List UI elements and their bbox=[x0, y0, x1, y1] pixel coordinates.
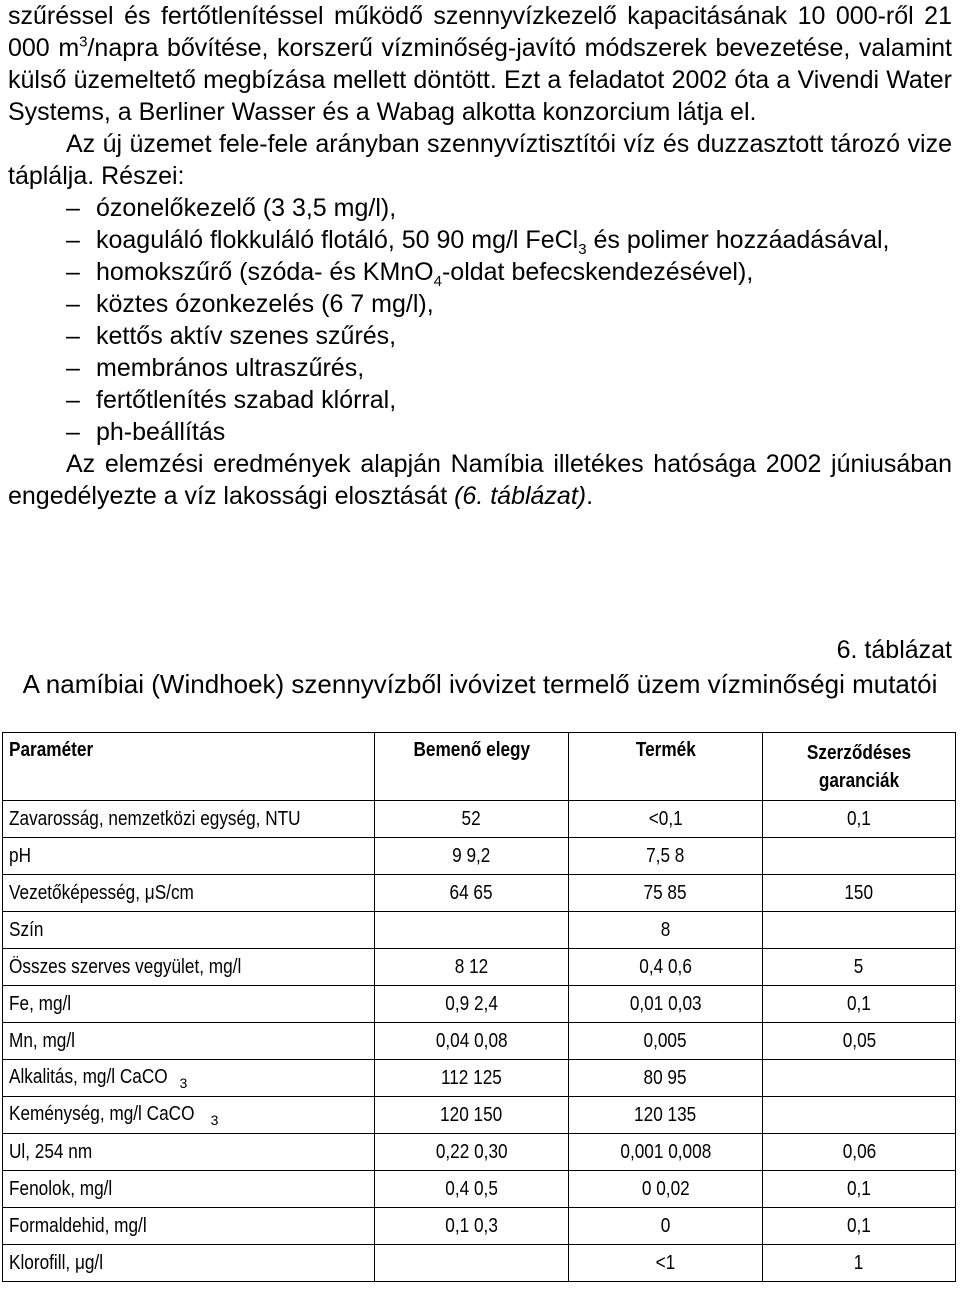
table-cell-param bbox=[3, 1171, 375, 1208]
table-row bbox=[3, 875, 956, 912]
table-cell-product bbox=[569, 912, 763, 949]
table-cell-guarantee bbox=[762, 1245, 955, 1282]
paragraph-intro bbox=[8, 0, 952, 128]
paragraph-result-end: . bbox=[586, 482, 594, 510]
table-cell-input bbox=[374, 1208, 568, 1245]
list-item-text: köztes ózonkezelés (6 7 mg/l), bbox=[96, 290, 434, 318]
cell-text: 0,05 bbox=[842, 1029, 876, 1052]
list-item-text: ph-beállítás bbox=[96, 418, 226, 446]
table-cell-input bbox=[374, 1023, 568, 1060]
table-cell-input bbox=[374, 912, 568, 949]
cell-text: Formaldehid, mg/l bbox=[9, 1214, 147, 1237]
table-cell-input bbox=[374, 986, 568, 1023]
table-cell-input bbox=[374, 1097, 568, 1134]
cell-text: 64 65 bbox=[449, 881, 493, 904]
table-cell-param bbox=[3, 949, 375, 986]
table-row bbox=[3, 949, 956, 986]
table-row bbox=[3, 1060, 956, 1097]
table-cell-input bbox=[374, 875, 568, 912]
cell-text: 0,06 bbox=[842, 1140, 876, 1163]
paragraph-result bbox=[8, 448, 952, 512]
table-cell-product bbox=[569, 1134, 763, 1171]
cell-subscript: 3 bbox=[179, 1074, 188, 1091]
cell-text: 120 150 bbox=[440, 1103, 503, 1126]
process-steps-list bbox=[8, 192, 952, 448]
cell-text: 8 12 bbox=[454, 955, 489, 978]
cell-text: Szín bbox=[9, 918, 44, 941]
list-item-text: ózonelőkezelő (3 3,5 mg/l), bbox=[96, 194, 397, 222]
table-row bbox=[3, 1134, 956, 1171]
dash-marker: – bbox=[66, 322, 80, 350]
paragraph-intro-text-a: szűréssel és fertőtlenítéssel működő szennyvízkezelő kapacitásának 10 000-ről 21 000 m bbox=[8, 2, 952, 62]
table-cell-guarantee bbox=[762, 1097, 955, 1134]
cell-text: Vezetőképesség, μS/cm bbox=[9, 881, 194, 904]
table-cell-product bbox=[569, 949, 763, 986]
dash-marker: – bbox=[66, 258, 80, 286]
table-row bbox=[3, 912, 956, 949]
table-row bbox=[3, 986, 956, 1023]
header-text: Termék bbox=[635, 739, 696, 761]
table-cell-product bbox=[569, 1245, 763, 1282]
cell-text: 120 135 bbox=[634, 1103, 697, 1126]
table-cell-product bbox=[569, 801, 763, 838]
subscript: 3 bbox=[578, 241, 587, 258]
table-cell-guarantee bbox=[762, 1171, 955, 1208]
water-quality-table bbox=[2, 732, 956, 1282]
table-cell-input bbox=[374, 1245, 568, 1282]
cell-text: Zavarosság, nemzetközi egység, NTU bbox=[9, 807, 301, 830]
table-cell-input bbox=[374, 949, 568, 986]
header-input bbox=[374, 733, 568, 801]
cell-text: 0,1 bbox=[847, 1177, 871, 1200]
table-cell-product bbox=[569, 1171, 763, 1208]
table-cell-param bbox=[3, 875, 375, 912]
dash-marker: – bbox=[66, 418, 80, 446]
list-item-text: homokszűrő (szóda- és KMnO bbox=[96, 258, 434, 286]
cell-text: 7,5 8 bbox=[646, 844, 685, 867]
list-item bbox=[8, 192, 952, 224]
dash-marker: – bbox=[66, 226, 80, 254]
table-header-row bbox=[3, 733, 956, 801]
header-text: Bemenő elegy bbox=[413, 739, 530, 761]
cell-text: 0,01 0,03 bbox=[629, 992, 702, 1015]
paragraph-result-text: Az elemzési eredmények alapján Namíbia illetékes hatósága 2002 júniusában engedélyezte a víz lakossági elosztását bbox=[8, 450, 952, 510]
list-item bbox=[8, 224, 952, 256]
cell-text: Összes szerves vegyület, mg/l bbox=[9, 955, 242, 978]
cell-text: Keménység, mg/l CaCO bbox=[9, 1102, 195, 1125]
table-cell-guarantee bbox=[762, 801, 955, 838]
cell-text: Klorofill, μg/l bbox=[9, 1251, 104, 1274]
cell-text: 0,9 2,4 bbox=[445, 992, 498, 1015]
list-item-text-after: -oldat befecskendezésével), bbox=[441, 258, 754, 286]
table-cell-guarantee bbox=[762, 1134, 955, 1171]
table-cell-input bbox=[374, 1060, 568, 1097]
cell-text: 0 0,02 bbox=[641, 1177, 690, 1200]
cell-text: Fe, mg/l bbox=[9, 992, 72, 1015]
table-cell-param bbox=[3, 1245, 375, 1282]
table-row bbox=[3, 801, 956, 838]
cell-text: pH bbox=[9, 844, 31, 867]
header-parameter bbox=[3, 733, 375, 801]
cell-text: 0,001 0,008 bbox=[620, 1140, 711, 1163]
list-item bbox=[8, 288, 952, 320]
table-cell-param bbox=[3, 1134, 375, 1171]
cell-text: 9 9,2 bbox=[452, 844, 491, 867]
cell-text: 52 bbox=[461, 807, 481, 830]
table-cell-param bbox=[3, 801, 375, 838]
list-item bbox=[8, 352, 952, 384]
cell-text: 0,04 0,08 bbox=[435, 1029, 508, 1052]
cell-text: Alkalitás, mg/l CaCO bbox=[9, 1065, 168, 1088]
table-cell-param bbox=[3, 1060, 375, 1097]
cell-text: 0,1 bbox=[847, 807, 871, 830]
document-page bbox=[8, 0, 952, 512]
cell-text: 0,1 bbox=[847, 992, 871, 1015]
dash-marker: – bbox=[66, 354, 80, 382]
table-cell-guarantee bbox=[762, 912, 955, 949]
table-cell-guarantee bbox=[762, 949, 955, 986]
header-text: Paraméter bbox=[9, 739, 94, 761]
cell-text: 0,1 bbox=[847, 1214, 871, 1237]
table-cell-guarantee bbox=[762, 875, 955, 912]
cell-text: 1 bbox=[854, 1251, 864, 1274]
cell-text: 0,4 0,5 bbox=[445, 1177, 498, 1200]
table-cell-product bbox=[569, 986, 763, 1023]
cell-subscript: 3 bbox=[210, 1111, 219, 1128]
cell-text: 0,005 bbox=[643, 1029, 688, 1052]
cell-text: 75 85 bbox=[643, 881, 688, 904]
table-label: 6. táblázat bbox=[836, 636, 952, 664]
list-item bbox=[8, 256, 952, 288]
table-cell-input bbox=[374, 801, 568, 838]
table-cell-param bbox=[3, 1097, 375, 1134]
table-title: A namíbiai (Windhoek) szennyvízből ivóvizet termelő üzem vízminőségi mutatói bbox=[22, 669, 938, 699]
table-cell-product bbox=[569, 838, 763, 875]
list-item-text: kettős aktív szenes szűrés, bbox=[96, 322, 397, 350]
table-row bbox=[3, 1023, 956, 1060]
cell-text: 0,1 0,3 bbox=[445, 1214, 498, 1237]
table-cell-guarantee bbox=[762, 1023, 955, 1060]
header-guarantee bbox=[762, 733, 955, 801]
table-cell-product bbox=[569, 875, 763, 912]
table-cell-input bbox=[374, 1134, 568, 1171]
list-item bbox=[8, 416, 952, 448]
table-body bbox=[3, 801, 956, 1282]
table-cell-guarantee bbox=[762, 986, 955, 1023]
table-row bbox=[3, 1097, 956, 1134]
paragraph-plant: Az új üzemet fele-fele arányban szennyvíztisztítói víz és duzzasztott tározó vize táplálja. Részei: bbox=[8, 130, 952, 190]
table-cell-product bbox=[569, 1097, 763, 1134]
table-cell-param bbox=[3, 1023, 375, 1060]
table-row bbox=[3, 838, 956, 875]
cell-text: <1 bbox=[655, 1251, 676, 1274]
table-row bbox=[3, 1245, 956, 1282]
table-cell-param bbox=[3, 838, 375, 875]
cell-text: 5 bbox=[854, 955, 864, 978]
subscript: 4 bbox=[433, 273, 442, 290]
table-cell-param bbox=[3, 986, 375, 1023]
cell-text: Mn, mg/l bbox=[9, 1029, 75, 1052]
cell-text: 0,4 0,6 bbox=[639, 955, 692, 978]
superscript-3: 3 bbox=[79, 33, 88, 51]
cell-text: Ul, 254 nm bbox=[9, 1140, 93, 1163]
table-reference: (6. táblázat) bbox=[454, 482, 587, 510]
cell-text: 8 bbox=[660, 918, 671, 941]
table-cell-guarantee bbox=[762, 1060, 955, 1097]
table-cell-product bbox=[569, 1060, 763, 1097]
list-item-text-after: és polimer hozzáadásával, bbox=[586, 226, 890, 254]
table-cell-param bbox=[3, 912, 375, 949]
cell-text: Fenolok, mg/l bbox=[9, 1177, 113, 1200]
header-text: Szerződéses garanciák bbox=[806, 742, 912, 792]
list-item bbox=[8, 384, 952, 416]
cell-text: 0,22 0,30 bbox=[435, 1140, 508, 1163]
list-item-text: koaguláló flokkuláló flotáló, 50 90 mg/l FeCl bbox=[96, 226, 579, 254]
table-cell-product bbox=[569, 1023, 763, 1060]
table-cell-guarantee bbox=[762, 1208, 955, 1245]
table-cell-input bbox=[374, 1171, 568, 1208]
cell-text: 0 bbox=[660, 1214, 671, 1237]
table-cell-param bbox=[3, 1208, 375, 1245]
table-row bbox=[3, 1208, 956, 1245]
cell-text: 80 95 bbox=[643, 1066, 688, 1089]
list-item-text: fertőtlenítés szabad klórral, bbox=[96, 386, 397, 414]
dash-marker: – bbox=[66, 194, 80, 222]
table-cell-guarantee bbox=[762, 838, 955, 875]
cell-text: 112 125 bbox=[440, 1066, 502, 1089]
list-item bbox=[8, 320, 952, 352]
list-item-text: membrános ultraszűrés, bbox=[96, 354, 365, 382]
cell-text: 150 bbox=[844, 881, 874, 904]
dash-marker: – bbox=[66, 386, 80, 414]
table-cell-product bbox=[569, 1208, 763, 1245]
table-cell-input bbox=[374, 838, 568, 875]
cell-text: <0,1 bbox=[648, 807, 683, 830]
table-row bbox=[3, 1171, 956, 1208]
paragraph-intro-text-b: /napra bővítése, korszerű vízminőség-javító módszerek bevezetése, valamint külső üzemeltető megbízása mellett döntött. Ezt a feladatot 2002 óta a Vivendi Water Systems, a Berliner Wasser és a Wabag alkotta konzorcium látja el. bbox=[8, 34, 952, 126]
dash-marker: – bbox=[66, 290, 80, 318]
header-product bbox=[569, 733, 763, 801]
